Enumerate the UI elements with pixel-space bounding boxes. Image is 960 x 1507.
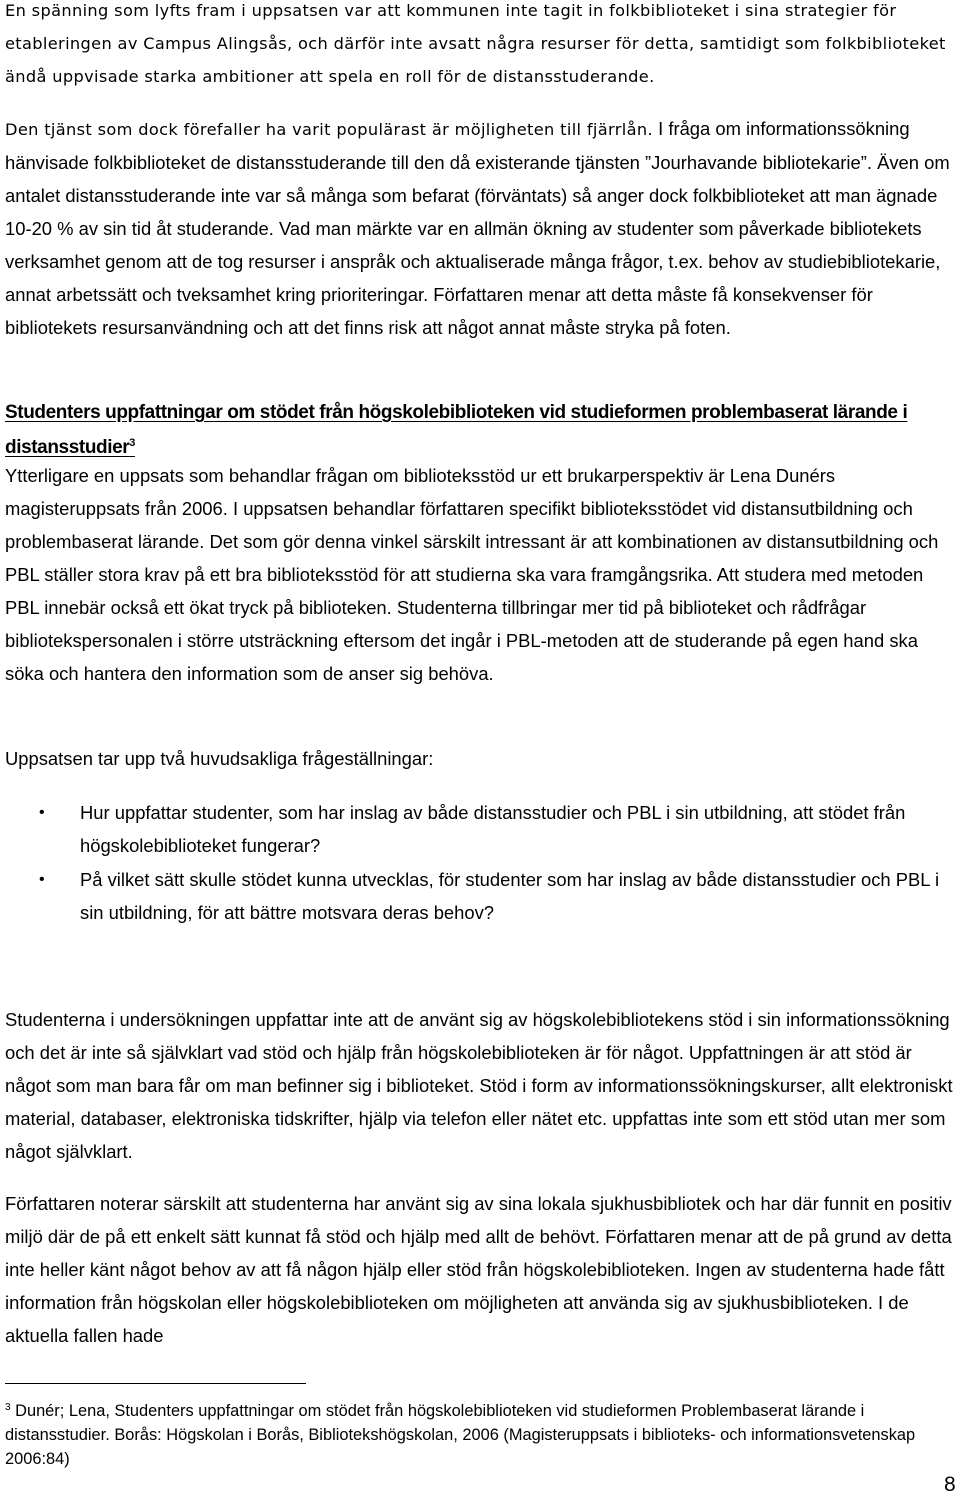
page-number: 8 [944,1473,956,1496]
intro-paragraph-2-lead: Den tjänst som dock förefaller ha varit populärast är möjligheten till fjärrlån. [5,120,654,139]
bullet-icon: • [39,804,45,821]
intro-paragraph-2 [5,112,955,344]
intro-paragraph-1: En spänning som lyfts fram i uppsatsen var att kommunen inte tagit in folkbiblioteket i sina strategier för etableringen av Campus Alingsås, och därför inte avsatt några resurser för detta, samtidigt som folkbiblioteket ändå uppvisade starka ambitioner att spela en roll för de distansstuderande. [5,1,946,86]
results-paragraph: Studenterna i undersökningen uppfattar inte att de använt sig av högskolebibliotekens stöd i sin informationssökning och det är inte så självklart vad stöd och hjälp från högskolebiblioteken är för något. Uppfattningen är att stöd är något som man bara får om man befinner sig i biblioteket. Stöd i form av informationssökningskurser, allt elektroniskt material, databaser, elektroniska tidskrifter, hjälp via telefon eller nätet etc. uppfattas inte som ett stöd utan mer som något självklart. [5,1009,953,1162]
footnote-reference: 3 [129,437,135,449]
section-paragraph: Ytterligare en uppsats som behandlar frågan om biblioteksstöd ur ett brukarperspektiv är Lena Dunérs magisteruppsats från 2006. I uppsatsen behandlar författaren specifikt biblioteksstödet vid distansutbildning och problembaserat lärande. Det som gör denna vinkel särskilt intressant är att kombinationen av distansutbildning och PBL ställer stora krav på ett bra biblioteksstöd för att studierna ska vara framgångsrika. Att studera med metoden PBL innebär också ett ökat tryck på biblioteken. Studenterna tillbringar mer tid på biblioteket och rådfrågar bibliotekspersonalen i större utsträckning eftersom det ingår i PBL-metoden att de studerande på egen hand ska söka och hantera den information som de anser sig behöva. [5,465,939,684]
footnote-number: 3 [5,1402,11,1413]
author-paragraph: Författaren noterar särskilt att studenterna har använt sig av sina lokala sjukhusbibliotek och har där funnit en positiv miljö där de på ett enkelt sätt kunnat få stöd och hjälp med allt de behövt. Författaren menar att de på grund av detta inte heller känt något behov av att få någon hjälp eller stöd från högskolebiblioteken. Ingen av studenterna hade fått information från högskolan eller högskolebiblioteken om möjligheten att använda sig av sjukhusbiblioteken. I de aktuella fallen hade [5,1193,952,1346]
footnote-divider [5,1383,306,1384]
questions-intro: Uppsatsen tar upp två huvudsakliga frågeställningar: [5,748,434,769]
list-item [5,796,955,862]
footnote-text: Dunér; Lena, Studenters uppfattningar om stödet från högskolebiblioteken vid studieformen Problembaserat lärande i distansstudier. Borås: Högskolan i Borås, Bibliotekshögskolan, 2006 (Magisteruppsats i biblioteks- och informationsvetenskap 2006:84) [5,1402,916,1468]
section-heading [5,397,955,463]
question-text: På vilket sätt skulle stödet kunna utvecklas, för studenter som har inslag av både distansstudier och PBL i sin utbildning, för att bättre motsvara deras behov? [80,869,940,923]
bullet-icon: • [39,871,45,888]
questions-list [5,796,955,930]
list-item [5,863,955,929]
section-heading-text: Studenters uppfattningar om stödet från högskolebiblioteken vid studieformen problembaserat lärande i distansstudier [5,402,908,458]
question-text: Hur uppfattar studenter, som har inslag av både distansstudier och PBL i sin utbildning, att stödet från högskolebiblioteket fungerar? [80,802,906,856]
footnote [5,1396,955,1471]
intro-paragraph-2-rest: I fråga om informationssökning hänvisade folkbiblioteket de distansstuderande till den då existerande tjänsten ”Jourhavande bibliotekarie”. Även om antalet distansstuderande inte var så många som befarat (förväntats) så anger dock folkbiblioteket att man ägnade 10-20 % av sin tid åt studerande. Vad man märkte var en allmän ökning av studenter som påverkade bibliotekets verksamhet genom att de tog resurser i anspråk och aktualiserade många frågor, t.ex. behov av studiebibliotekarie, annat arbetssätt och tveksamhet kring prioriteringar. Författaren menar att detta måste få konsekvenser för bibliotekets resursanvändning och att det finns risk att något annat måste stryka på foten. [5,118,950,338]
